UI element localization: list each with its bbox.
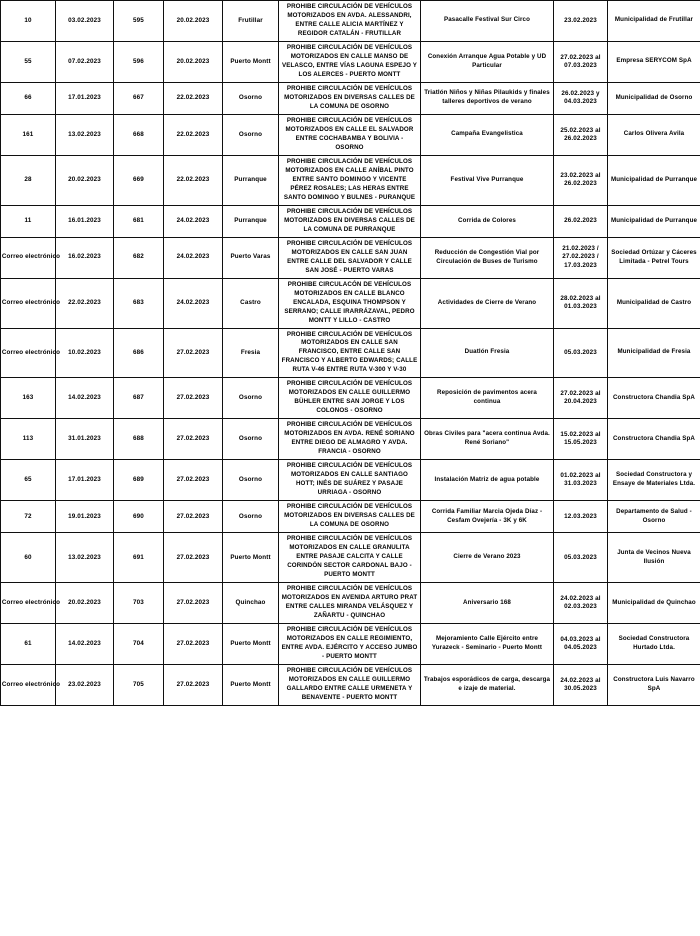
cell-comuna: Puerto Varas: [223, 237, 279, 278]
cell-comuna: Osorno: [223, 378, 279, 419]
cell-fecha-solicitud: 14.02.2023: [56, 624, 114, 665]
cell-fecha-solicitud: 13.02.2023: [56, 533, 114, 583]
cell-numero-resolucion: 669: [114, 155, 164, 205]
cell-motivo: Festival Vive Purranque: [421, 155, 554, 205]
cell-fecha-resolucion: 22.02.2023: [164, 114, 223, 155]
cell-fecha-resolucion: 27.02.2023: [164, 533, 223, 583]
cell-descripcion: PROHIBE CIRCULACIÓN DE VEHÍCULOS MOTORIZADOS EN CALLE SANTIAGO HOTT; INÉS DE SUÁREZ Y PASAJE URRIAGA - OSORNO: [279, 460, 421, 501]
cell-solicitante: Municipalidad de Osorno: [608, 82, 700, 114]
table-row: [1, 624, 700, 665]
cell-descripcion: PROHIBE CIRCULACIÓN DE VEHÍCULOS MOTORIZADOS EN CALLE GUILLERMO GALLARDO ENTRE CALLE URMENETA Y BENAVENTE - PUERTO MONTT: [279, 664, 421, 705]
cell-comuna: Osorno: [223, 460, 279, 501]
cell-numero-resolucion: 686: [114, 328, 164, 378]
cell-motivo: Obras Civiles para "acera continua Avda. René Soriano": [421, 419, 554, 460]
cell-motivo: Reposición de pavimentos acera continua: [421, 378, 554, 419]
cell-comuna: Puerto Montt: [223, 41, 279, 82]
cell-solicitud-numero: 65: [1, 460, 56, 501]
cell-fecha-resolucion: 27.02.2023: [164, 664, 223, 705]
cell-motivo: Mejoramiento Calle Ejército entre Yurazeck - Seminario - Puerto Montt: [421, 624, 554, 665]
cell-descripcion: PROHIBE CIRCULACIÓN DE VEHÍCULOS MOTORIZADOS EN CALLE ANÍBAL PINTO ENTRE SANTO DOMINGO Y VICENTE PÉREZ ROSALES; LAS HERAS ENTRE SANTO DOMINGO Y BULNES - PURANQUE: [279, 155, 421, 205]
permits-table-body: [1, 1, 700, 706]
table-row: [1, 114, 700, 155]
cell-fecha-resolucion: 27.02.2023: [164, 328, 223, 378]
cell-fecha-resolucion: 24.02.2023: [164, 205, 223, 237]
cell-numero-resolucion: 667: [114, 82, 164, 114]
cell-solicitante: Constructora Chandia SpA: [608, 419, 700, 460]
cell-solicitante: Municipalidad de Fresia: [608, 328, 700, 378]
cell-solicitud-numero: 72: [1, 501, 56, 533]
cell-fecha-evento: 26.02.2023 y 04.03.2023: [554, 82, 608, 114]
cell-numero-resolucion: 682: [114, 237, 164, 278]
cell-comuna: Purranque: [223, 205, 279, 237]
cell-fecha-evento: 05.03.2023: [554, 328, 608, 378]
cell-numero-resolucion: 705: [114, 664, 164, 705]
cell-fecha-evento: 23.02.2023 al 26.02.2023: [554, 155, 608, 205]
cell-text: Correo electrónico: [1, 298, 61, 306]
cell-solicitante: Departamento de Salud - Osorno: [608, 501, 700, 533]
cell-fecha-evento: 05.03.2023: [554, 533, 608, 583]
cell-motivo: Actividades de Cierre de Verano: [421, 278, 554, 328]
cell-fecha-solicitud: 16.01.2023: [56, 205, 114, 237]
cell-fecha-evento: 28.02.2023 al 01.03.2023: [554, 278, 608, 328]
cell-motivo: Aniversario 168: [421, 583, 554, 624]
cell-numero-resolucion: 595: [114, 1, 164, 42]
cell-motivo: Conexión Arranque Agua Potable y UD Particular: [421, 41, 554, 82]
cell-fecha-evento: 24.02.2023 al 02.03.2023: [554, 583, 608, 624]
cell-numero-resolucion: 704: [114, 624, 164, 665]
table-row: [1, 583, 700, 624]
cell-fecha-resolucion: 27.02.2023: [164, 460, 223, 501]
cell-descripcion: PROHIBE CIRCULACIÓN DE VEHÍCULOS MOTORIZADOS EN CALLE GRANULITA ENTRE PASAJE CALCITA Y CALLE CORINDÓN SECTOR CARDONAL BAJO - PUERTO MONTT: [279, 533, 421, 583]
cell-solicitante: Constructora Chandia SpA: [608, 378, 700, 419]
table-row: [1, 82, 700, 114]
cell-solicitud-numero: 61: [1, 624, 56, 665]
cell-solicitud-numero: 10: [1, 1, 56, 42]
table-row: [1, 278, 700, 328]
cell-solicitud-numero: 28: [1, 155, 56, 205]
cell-solicitud-numero: 161: [1, 114, 56, 155]
cell-solicitante: Constructora Luis Navarro SpA: [608, 664, 700, 705]
cell-comuna: Osorno: [223, 114, 279, 155]
cell-motivo: Cierre de Verano 2023: [421, 533, 554, 583]
cell-solicitante: Municipalidad de Quinchao: [608, 583, 700, 624]
cell-descripcion: PROHIBE CIRCULACIÓN DE VEHÍCULOS MOTORIZADOS EN AVDA. RENÉ SORIANO ENTRE DIEGO DE ALMAGRO Y AVDA. FRANCIA - OSORNO: [279, 419, 421, 460]
cell-solicitante: Municipalidad de Purranque: [608, 155, 700, 205]
cell-fecha-solicitud: 20.02.2023: [56, 155, 114, 205]
cell-solicitante: Municipalidad de Castro: [608, 278, 700, 328]
table-row: [1, 1, 700, 42]
cell-solicitante: Empresa SERYCOM SpA: [608, 41, 700, 82]
cell-comuna: Osorno: [223, 419, 279, 460]
cell-text: Correo electrónico: [1, 253, 61, 261]
cell-descripcion: PROHIBE CIRCULACIÓN DE VEHÍCULOS MOTORIZADOS EN CALLE REGIMIENTO, ENTRE AVDA. EJÉRCITO Y ACCESO JUMBO - PUERTO MONTT: [279, 624, 421, 665]
cell-text: Correo electrónico: [1, 680, 61, 688]
cell-solicitante: Sociedad Constructora Hurtado Ltda.: [608, 624, 700, 665]
table-row: [1, 419, 700, 460]
cell-solicitud-numero: 66: [1, 82, 56, 114]
cell-fecha-evento: 01.02.2023 al 31.03.2023: [554, 460, 608, 501]
cell-comuna: Puerto Montt: [223, 664, 279, 705]
cell-descripcion: PROHIBE CIRCULACIÓN DE VEHÍCULOS MOTORIZADOS EN AVDA. ALESSANDRI, ENTRE CALLE ALICIA MARTÍNEZ Y REGIDOR CATALÁN - FRUTILLAR: [279, 1, 421, 42]
cell-descripcion: PROHIBE CIRCULACIÓN DE VEHÍCULOS MOTORIZADOS EN CALLE SAN JUAN ENTRE CALLE DEL SALVADOR Y CALLE SAN JOSÉ - PUERTO VARAS: [279, 237, 421, 278]
cell-solicitud-numero: 113: [1, 419, 56, 460]
cell-fecha-resolucion: 20.02.2023: [164, 41, 223, 82]
table-row: [1, 237, 700, 278]
cell-descripcion: PROHIBE CIRCULACIÓN DE VEHÍCULOS MOTORIZADOS EN AVENIDA ARTURO PRAT ENTRE CALLES MIRANDA VELÁSQUEZ Y ZAÑARTU - QUINCHAO: [279, 583, 421, 624]
cell-descripcion: PROHIBE CIRCULACIÓN DE VEHÍCULOS MOTORIZADOS EN DIVERSAS CALLES DE LA COMUNA DE OSORNO: [279, 501, 421, 533]
cell-fecha-solicitud: 14.02.2023: [56, 378, 114, 419]
cell-numero-resolucion: 688: [114, 419, 164, 460]
cell-solicitante: Municipalidad de Frutillar: [608, 1, 700, 42]
cell-fecha-evento: 23.02.2023: [554, 1, 608, 42]
cell-fecha-resolucion: 27.02.2023: [164, 378, 223, 419]
cell-fecha-evento: 04.03.2023 al 04.05.2023: [554, 624, 608, 665]
cell-fecha-evento: 26.02.2023: [554, 205, 608, 237]
cell-fecha-evento: 15.02.2023 al 15.05.2023: [554, 419, 608, 460]
cell-solicitud-numero: 60: [1, 533, 56, 583]
cell-text: Correo electrónico: [1, 348, 61, 356]
cell-solicitud-numero: [1, 237, 61, 278]
cell-comuna: Castro: [223, 278, 279, 328]
cell-descripcion: PROHIBE CIRCULACIÓN DE VEHÍCULOS MOTORIZADOS EN CALLE GUILLERMO BÜHLER ENTRE SAN JORGE Y LOS COLONOS - OSORNO: [279, 378, 421, 419]
cell-motivo: Corrida de Colores: [421, 205, 554, 237]
cell-comuna: Osorno: [223, 501, 279, 533]
cell-comuna: Puerto Montt: [223, 624, 279, 665]
table-row: [1, 664, 700, 705]
cell-text: Correo electrónico: [1, 598, 61, 606]
cell-descripcion: PROHIBE CIRCULACIÓN DE VEHÍCULOS MOTORIZADOS EN CALLE EL SALVADOR ENTRE COCHABAMBA Y BOLIVIA - OSORNO: [279, 114, 421, 155]
cell-fecha-solicitud: 23.02.2023: [56, 664, 114, 705]
table-row: [1, 533, 700, 583]
cell-fecha-solicitud: 13.02.2023: [56, 114, 114, 155]
cell-comuna: Purranque: [223, 155, 279, 205]
cell-solicitud-numero: [1, 328, 61, 378]
cell-motivo: Pasacalle Festival Sur Circo: [421, 1, 554, 42]
cell-fecha-solicitud: 19.01.2023: [56, 501, 114, 533]
cell-fecha-evento: 27.02.2023 al 20.04.2023: [554, 378, 608, 419]
cell-solicitante: Carlos Olivera Avila: [608, 114, 700, 155]
cell-solicitante: Sociedad Ortúzar y Cáceres Limitada - Petrel Tours: [608, 237, 700, 278]
cell-solicitud-numero: 163: [1, 378, 56, 419]
cell-numero-resolucion: 703: [114, 583, 164, 624]
cell-motivo: Triatlón Niños y Niñas Pilaukids y finales talleres deportivos de verano: [421, 82, 554, 114]
table-row: [1, 328, 700, 378]
cell-motivo: Campaña Evangelistica: [421, 114, 554, 155]
cell-numero-resolucion: 668: [114, 114, 164, 155]
cell-numero-resolucion: 690: [114, 501, 164, 533]
cell-numero-resolucion: 687: [114, 378, 164, 419]
cell-numero-resolucion: 596: [114, 41, 164, 82]
cell-fecha-resolucion: 20.02.2023: [164, 1, 223, 42]
cell-comuna: Puerto Montt: [223, 533, 279, 583]
cell-fecha-solicitud: 20.02.2023: [56, 583, 114, 624]
cell-motivo: Reducción de Congestión Vial por Circulación de Buses de Turismo: [421, 237, 554, 278]
cell-fecha-resolucion: 27.02.2023: [164, 501, 223, 533]
cell-fecha-resolucion: 22.02.2023: [164, 82, 223, 114]
table-row: [1, 378, 700, 419]
cell-fecha-resolucion: 27.02.2023: [164, 583, 223, 624]
cell-solicitud-numero: [1, 583, 61, 624]
cell-fecha-solicitud: 16.02.2023: [56, 237, 114, 278]
cell-fecha-evento: 24.02.2023 al 30.05.2023: [554, 664, 608, 705]
cell-fecha-resolucion: 24.02.2023: [164, 237, 223, 278]
cell-motivo: Duatlón Fresia: [421, 328, 554, 378]
cell-comuna: Frutillar: [223, 1, 279, 42]
cell-comuna: Quinchao: [223, 583, 279, 624]
cell-descripcion: PROHIBE CIRCULACIÓN DE VEHÍCULOS MOTORIZADOS EN DIVERSAS CALLES DE LA COMUNA DE OSORNO: [279, 82, 421, 114]
cell-fecha-evento: 27.02.2023 al 07.03.2023: [554, 41, 608, 82]
cell-fecha-resolucion: 24.02.2023: [164, 278, 223, 328]
cell-descripcion: PROHIBE CIRCULACIÓN DE VEHÍCULOS MOTORIZADOS EN CALLE SAN FRANCISCO, ENTRE CALLE SAN FRANCISCO Y ALBERTO EDWARDS; CALLE RUTA V-46 ENTRE RUTA V-300 Y V-30: [279, 328, 421, 378]
cell-fecha-solicitud: 10.02.2023: [56, 328, 114, 378]
cell-numero-resolucion: 681: [114, 205, 164, 237]
cell-fecha-solicitud: 17.01.2023: [56, 460, 114, 501]
cell-fecha-solicitud: 03.02.2023: [56, 1, 114, 42]
cell-motivo: Instalación Matriz de agua potable: [421, 460, 554, 501]
table-row: [1, 205, 700, 237]
cell-solicitud-numero: 55: [1, 41, 56, 82]
cell-fecha-resolucion: 22.02.2023: [164, 155, 223, 205]
cell-numero-resolucion: 689: [114, 460, 164, 501]
cell-comuna: Osorno: [223, 82, 279, 114]
cell-descripcion: PROHIBE CIRCULACIÓN DE VEHÍCULOS MOTORIZADOS EN CALLE MANSO DE VELASCO, ENTRE VÍAS LAGUNA ESPEJO Y LOS ALERCES - PUERTO MONTT: [279, 41, 421, 82]
table-row: [1, 501, 700, 533]
cell-descripcion: PROHIBE CIRCULACÓN DE VEHÍCULOS MOTORIZADOS EN CALLE BLANCO ENCALADA, ESQUINA THOMPSON Y SERRANO; CALLE IRARRÁZAVAL, PEDRO MONTT Y LILLO - CASTRO: [279, 278, 421, 328]
cell-numero-resolucion: 683: [114, 278, 164, 328]
cell-motivo: Corrida Familiar Marcia Ojeda Díaz - Cesfam Ovejería - 3K y 6K: [421, 501, 554, 533]
cell-fecha-evento: 25.02.2023 al 26.02.2023: [554, 114, 608, 155]
cell-solicitud-numero: [1, 278, 61, 328]
table-row: [1, 155, 700, 205]
cell-fecha-resolucion: 27.02.2023: [164, 624, 223, 665]
cell-fecha-solicitud: 31.01.2023: [56, 419, 114, 460]
table-row: [1, 460, 700, 501]
table-row: [1, 41, 700, 82]
cell-fecha-evento: 12.03.2023: [554, 501, 608, 533]
cell-solicitante: Municipalidad de Purranque: [608, 205, 700, 237]
cell-fecha-resolucion: 27.02.2023: [164, 419, 223, 460]
cell-solicitud-numero: [1, 664, 61, 705]
cell-numero-resolucion: 691: [114, 533, 164, 583]
cell-solicitante: Junta de Vecinos Nueva Ilusión: [608, 533, 700, 583]
cell-fecha-evento: 21.02.2023 / 27.02.2023 / 17.03.2023: [554, 237, 608, 278]
cell-solicitante: Sociedad Constructora y Ensaye de Materiales Ltda.: [608, 460, 700, 501]
cell-solicitud-numero: 11: [1, 205, 56, 237]
cell-fecha-solicitud: 22.02.2023: [56, 278, 114, 328]
cell-fecha-solicitud: 17.01.2023: [56, 82, 114, 114]
cell-descripcion: PROHIBE CIRCULACIÓN DE VEHÍCULOS MOTORIZADOS EN DIVERSAS CALLES DE LA COMUNA DE PURRANQUE: [279, 205, 421, 237]
cell-comuna: Fresia: [223, 328, 279, 378]
cell-motivo: Trabajos esporádicos de carga, descarga e izaje de material.: [421, 664, 554, 705]
cell-fecha-solicitud: 07.02.2023: [56, 41, 114, 82]
